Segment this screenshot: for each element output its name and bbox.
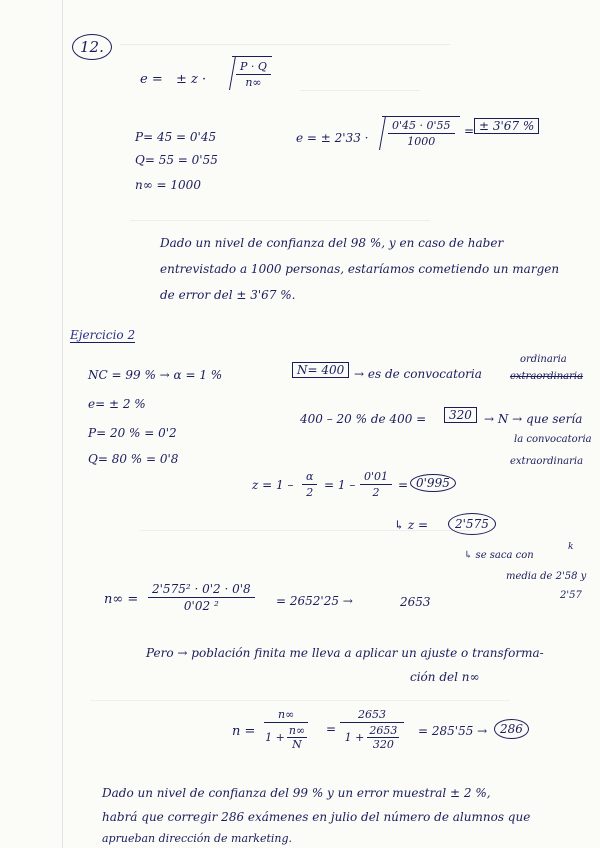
alpha-fraction (302, 470, 317, 499)
n-den-num: n∞ (288, 724, 306, 737)
n-den2-den: 320 (372, 738, 394, 751)
n-fraction (264, 708, 308, 751)
z-val-circled: 0'995 (410, 474, 456, 492)
z-note-2: media de 2'58 y (506, 571, 587, 582)
n-lhs: n = (232, 724, 256, 739)
pero-line-1: Pero → población finita me lleva a aplicar un ajuste o transforma- (146, 646, 544, 660)
z-lhs: z = 1 – (252, 478, 294, 492)
n-eq: = (326, 722, 337, 736)
q-line: Q= 80 % = 0'8 (88, 452, 179, 466)
n-num-2: 2653 (340, 708, 404, 723)
formula-lhs: e = (140, 72, 163, 87)
calc-400: 400 – 20 % de 400 = (300, 412, 427, 426)
calc-denominator: 1000 (407, 135, 436, 148)
z-arrow: ↳ z = (394, 518, 429, 532)
bleed-through-text (300, 80, 420, 91)
alpha-den: 2 (306, 486, 314, 499)
n-den2-fraction (367, 724, 399, 751)
final-line-3: aprueban dirección de marketing. (102, 832, 293, 845)
z-eq2: = (398, 478, 409, 492)
calc-lhs: e = ± 2'33 · (296, 131, 369, 145)
exercise-number: 12. (72, 34, 112, 60)
extraordinaria-note: extraordinaria (510, 456, 584, 467)
n-box: N= 400 (292, 362, 349, 378)
bleed-through-text (90, 690, 510, 701)
n-fraction-2 (340, 708, 404, 751)
ninf-eq: = 2652'25 → (276, 594, 353, 608)
ordinaria-note: ordinaria (520, 354, 567, 365)
margin-line (62, 0, 63, 848)
n-den-fraction (287, 724, 307, 751)
p-line: P= 20 % = 0'2 (88, 426, 177, 440)
conclusion-line-2: entrevistado a 1000 personas, estaríamos cometiendo un margen (160, 262, 560, 276)
calc-sqrt-bar (382, 116, 460, 117)
formula-pm: ± z · (176, 72, 207, 87)
calc-fraction (388, 119, 455, 148)
ninf-lhs: n∞ = (104, 592, 139, 607)
n-eq2: = 285'55 → (418, 724, 488, 738)
conclusion-line-3: de error del ± 3'67 %. (160, 288, 296, 302)
final-line-1: Dado un nivel de confianza del 99 % y un error muestral ± 2 %, (102, 786, 491, 800)
exercise-heading: Ejercicio 2 (70, 328, 136, 342)
ninf-fraction (148, 582, 255, 613)
n-num: n∞ (264, 708, 308, 723)
ninf-result: 2653 (400, 595, 431, 609)
sqrt-sign (221, 56, 236, 90)
calc-sqrt-sign (373, 116, 386, 150)
z-den: 2 (372, 486, 380, 499)
ninf-num: 2'575² · 0'2 · 0'8 (148, 582, 255, 598)
calc-result: ± 3'67 % (474, 118, 539, 134)
ninf-den: 0'02 ² (183, 599, 219, 613)
formula-fraction (236, 60, 271, 89)
e-line: e= ± 2 % (88, 397, 146, 411)
bleed-through-text (130, 210, 430, 221)
calc-numerator: 0'45 · 0'55 (388, 119, 455, 134)
n-den-den: N (292, 738, 302, 751)
la-convocatoria: la convocatoria (514, 434, 592, 445)
calc-equals: = (464, 124, 475, 138)
z-num: 0'01 (360, 470, 392, 485)
final-line-2: habrá que corregir 286 exámenes en julio del número de alumnos que (102, 810, 531, 824)
n-den2-one-plus: 1 + (344, 731, 365, 744)
nc-line: NC = 99 % → α = 1 % (88, 368, 223, 382)
alpha-num: α (302, 470, 317, 485)
p-value: P= 45 = 0'45 (135, 130, 217, 144)
n-den-2 (345, 723, 400, 751)
z-fraction (360, 470, 392, 499)
z-note-k: k (568, 542, 574, 552)
n-final-circled: 286 (494, 719, 529, 739)
n-arrow-text: → es de convocatoria (354, 367, 482, 381)
bleed-through-text (120, 30, 450, 45)
sqrt-bar (232, 56, 272, 57)
formula-numerator: P · Q (236, 60, 271, 75)
n-den2-num: 2653 (369, 724, 398, 737)
struck-word: extraordinaria (510, 371, 584, 382)
formula-denominator: n∞ (245, 76, 262, 89)
z-circled: 2'575 (448, 513, 496, 535)
z-note-1: ↳ se saca con (464, 550, 534, 561)
n-den (265, 723, 307, 751)
n-value: n∞ = 1000 (135, 178, 201, 192)
n-den-one-plus: 1 + (265, 731, 285, 744)
calc-320-box: 320 (444, 407, 477, 423)
z-note-3: 2'57 (560, 590, 582, 601)
pero-line-2: ción del n∞ (410, 670, 480, 684)
arrow-n-text: → N → que sería (484, 412, 583, 426)
q-value: Q= 55 = 0'55 (135, 153, 218, 167)
conclusion-line-1: Dado un nivel de confianza del 98 %, y en caso de haber (160, 236, 504, 250)
z-eq1: = 1 – (324, 478, 356, 492)
